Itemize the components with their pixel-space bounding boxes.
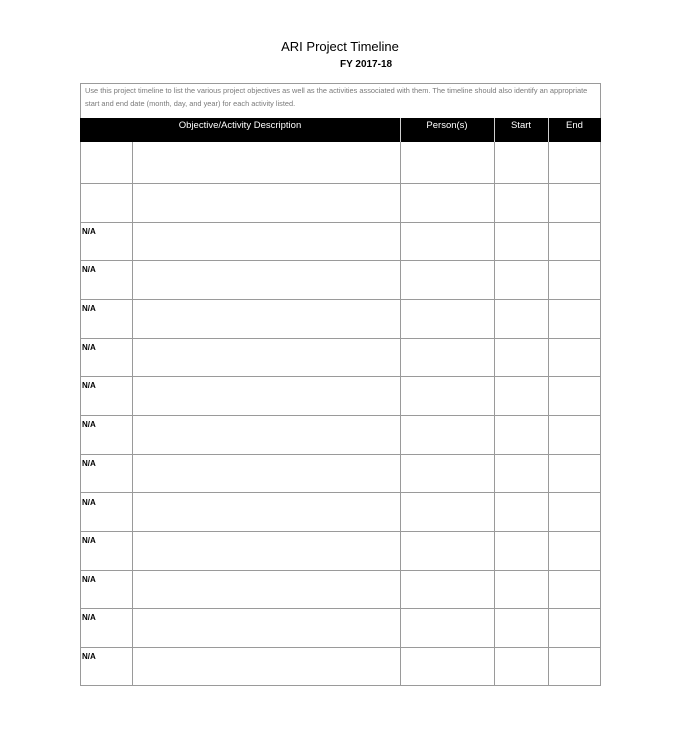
row-divider [80,454,601,455]
column-header-objective: Objective/Activity Description [178,120,302,131]
column-divider [132,142,133,686]
row-divider [80,376,601,377]
row-divider [80,183,601,184]
header-divider [548,118,549,142]
row-label: N/A [82,265,96,274]
column-header-persons: Person(s) [426,120,468,131]
row-label: N/A [82,381,96,390]
row-label: N/A [82,304,96,313]
column-divider [548,142,549,686]
row-divider [80,260,601,261]
column-header-end: End [566,120,583,131]
page-title: ARI Project Timeline [281,39,399,54]
row-label: N/A [82,459,96,468]
row-divider [80,415,601,416]
row-label: N/A [82,575,96,584]
column-divider [494,142,495,686]
row-label: N/A [82,536,96,545]
row-divider [80,299,601,300]
row-divider [80,222,601,223]
page-subtitle: FY 2017-18 [340,59,393,70]
column-header-start: Start [510,120,532,131]
row-label: N/A [82,613,96,622]
row-label: N/A [82,343,96,352]
row-divider [80,608,601,609]
header-divider [400,118,401,142]
row-divider [80,531,601,532]
instructions-text: Use this project timeline to list the various project objectives as well as the activities associated with them. The timeline should also identify an appropriate start and end date (month, day, and year) for each activity listed. [85,86,588,108]
row-label: N/A [82,227,96,236]
row-divider [80,338,601,339]
row-divider [80,647,601,648]
row-divider [80,492,601,493]
row-divider [80,570,601,571]
header-divider [494,118,495,142]
row-label: N/A [82,652,96,661]
timeline-table [80,83,601,686]
row-label: N/A [82,498,96,507]
column-divider [400,142,401,686]
row-label: N/A [82,420,96,429]
